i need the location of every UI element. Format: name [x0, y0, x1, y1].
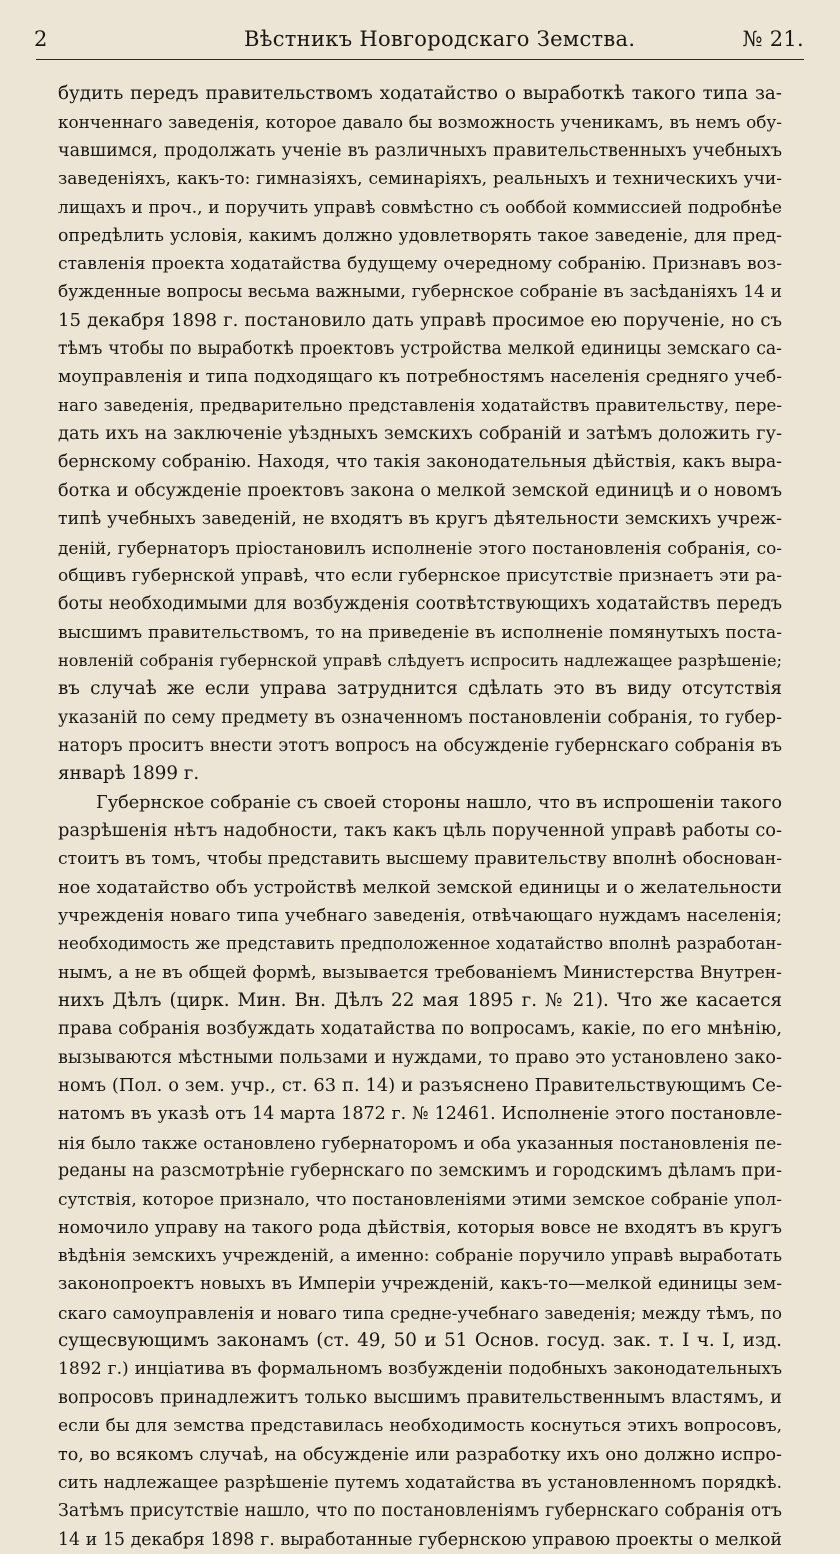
text-line: законопроектъ новыхъ въ Имперіи учрежденій, какъ-то—мелкой единицы зем-	[58, 1274, 782, 1295]
text-line: 14 и 15 декабря 1898 г. выработанные губернскою управою проекты о мелкой	[58, 1529, 782, 1550]
text-line: 15 декабря 1898 г. постановило дать управѣ просимое ею порученіе, но съ	[58, 309, 782, 331]
text-line: вызываются мѣстными пользами и нуждами, то право это установлено зако-	[58, 1047, 782, 1068]
text-line: Губернское собраніе съ своей стороны нашло, что въ испрошеніи такого	[96, 792, 782, 813]
header-rule	[36, 59, 804, 60]
text-line: бужденные вопросы весьма важными, губернское собраніе въ засѣданіяхъ 14 и	[58, 282, 782, 303]
text-line: нія было также остановлено губернаторомъ и оба указанныя постановленія пе-	[58, 1132, 782, 1153]
text-line: вѣдѣнія земскихъ учрежденій, а именно: собраніе поручило управѣ выработать	[58, 1246, 782, 1267]
text-line: бернскому собранію. Находя, что такія законодательныя дѣйствія, какъ выра-	[58, 452, 782, 473]
text-line: въ случаѣ же если управа затруднится сдѣлать это въ виду отсутствія	[58, 678, 782, 700]
text-line: сить надлежащее разрѣшеніе путемъ ходатайства въ установленномъ порядкѣ.	[58, 1472, 782, 1493]
body-text	[58, 80, 782, 1554]
journal-title: Вѣстникъ Новгородскаго Земства.	[244, 27, 636, 51]
text-line: моуправленія и типа подходящаго къ потребностямъ населенія средняго учеб-	[58, 367, 782, 388]
text-line: ботка и обсужденіе проектовъ закона о мелкой земской единицѣ и о новомъ	[58, 480, 782, 501]
text-line: тѣмъ чтобы по выработкѣ проектовъ устройства мелкой единицы земскаго са-	[58, 339, 782, 360]
text-line: натомъ въ указѣ отъ 14 марта 1872 г. № 12461. Исполненіе этого постановле-	[58, 1104, 782, 1125]
text-line: разрѣшенія нѣтъ надобности, такъ какъ цѣль порученной управѣ работы со-	[58, 819, 782, 841]
text-line: январѣ 1899 г.	[58, 763, 200, 785]
text-line: новленій собранія губернской управѣ слѣдуетъ испросить надлежащее разрѣшеніе;	[58, 650, 782, 670]
page-header	[34, 22, 804, 56]
text-line: необходимость же представить предположенное ходатайство вполнѣ разработан-	[58, 934, 782, 954]
text-line: общивъ губернской управѣ, что если губернское присутствіе признаетъ эти ра-	[58, 565, 782, 586]
text-line: сущесвующимъ законамъ (ст. 49, 50 и 51 Основ. госуд. зак. т. I ч. I, изд.	[58, 1330, 782, 1352]
text-line: конченнаго заведенія, которое давало бы возможность ученикамъ, въ немъ обу-	[58, 112, 782, 133]
text-line: наго заведенія, предварительно представленія ходатайствъ правительству, пере-	[58, 395, 782, 415]
text-line: то, во всякомъ случаѣ, на обсужденіе или разработку ихъ оно должно испро-	[58, 1444, 782, 1465]
text-line: скаго самоуправленія и новаго типа средне-учебнаго заведенія; между тѣмъ, по	[58, 1302, 782, 1323]
text-line: права собранія возбуждать ходатайства по вопросамъ, какіе, по его мнѣнію,	[58, 1019, 782, 1040]
text-line: наторъ проситъ внести этотъ вопросъ на обсужденіе губернскаго собранія въ	[58, 735, 782, 756]
text-line: стоитъ въ томъ, чтобы представить высшему правительству вполнѣ обоснован-	[58, 849, 782, 870]
text-line: учрежденія новаго типа учебнаго заведенія, отвѣчающаго нуждамъ населенія;	[58, 905, 782, 926]
text-line: деній, губернаторъ пріостановилъ исполненіе этого постановленія собранія, со-	[58, 537, 782, 558]
text-line: номъ (Пол. о зем. учр., ст. 63 п. 14) и разъяснено Правительствующимъ Се-	[58, 1075, 782, 1097]
text-line: нымъ, а не въ общей формѣ, вызывается требованіемъ Министерства Внутрен-	[58, 962, 782, 983]
text-line: сутствія, которое признало, что постановленіями этими земское собраніе упол-	[58, 1189, 782, 1210]
text-line: типѣ учебныхъ заведеній, не входятъ въ кругъ дѣятельности земскихъ учреж-	[58, 509, 782, 530]
text-line: 1892 г.) инціатива въ формальномъ возбужденіи подобныхъ законодательныхъ	[58, 1359, 782, 1380]
text-line: указаній по сему предмету въ означенномъ постановленіи собранія, то губер-	[58, 707, 782, 728]
page-number: 2	[34, 27, 48, 51]
text-line: боты необходимыми для возбужденія соотвѣтствующихъ ходатайствъ передъ	[58, 594, 782, 615]
text-line: нихъ Дѣлъ (цирк. Мин. Вн. Дѣлъ 22 мая 1895 г. № 21). Что же касается	[58, 990, 782, 1011]
text-line: высшимъ правительствомъ, то на приведеніе въ исполненіе помянутыхъ поста-	[58, 622, 782, 643]
text-line: заведеніяхъ, какъ-то: гимназіяхъ, семинаріяхъ, реальныхъ и техническихъ учи-	[58, 169, 782, 190]
text-line: Затѣмъ присутствіе нашло, что по постановленіямъ губернскаго собранія отъ	[58, 1501, 782, 1522]
text-line: ставленія проекта ходатайства будущему очередному собранію. Признавъ воз-	[58, 254, 782, 275]
text-line: номочило управу на такого рода дѣйствія, которыя вовсе не входятъ въ кругъ	[58, 1217, 782, 1238]
text-line: будить передъ правительствомъ ходатайство о выработкѣ такого типа за-	[58, 83, 782, 104]
text-line: дать ихъ на заключеніе уѣздныхъ земскихъ собраній и затѣмъ доложить гу-	[58, 423, 782, 445]
text-line: вопросовъ принадлежитъ только высшимъ правительственнымъ властямъ, и	[58, 1387, 782, 1408]
text-line: лищахъ и проч., и поручить управѣ совмѣстно съ ооббой коммиссией подробнѣе	[58, 197, 782, 218]
text-line: если бы для земства представилась необходимость коснуться этихъ вопросовъ,	[58, 1416, 782, 1437]
text-line: реданы на разсмотрѣніе губернскаго по земскимъ и городскимъ дѣламъ при-	[58, 1161, 782, 1182]
issue-number: № 21.	[742, 27, 804, 51]
text-line: опредѣлить условія, какимъ должно удовлетворять такое заведеніе, для пред-	[58, 225, 782, 246]
text-line: чавшимся, продолжать ученіе въ различныхъ правительственныхъ учебныхъ	[58, 140, 782, 161]
text-line: ное ходатайство объ устройствѣ мелкой земской единицы и о желательности	[58, 877, 782, 898]
